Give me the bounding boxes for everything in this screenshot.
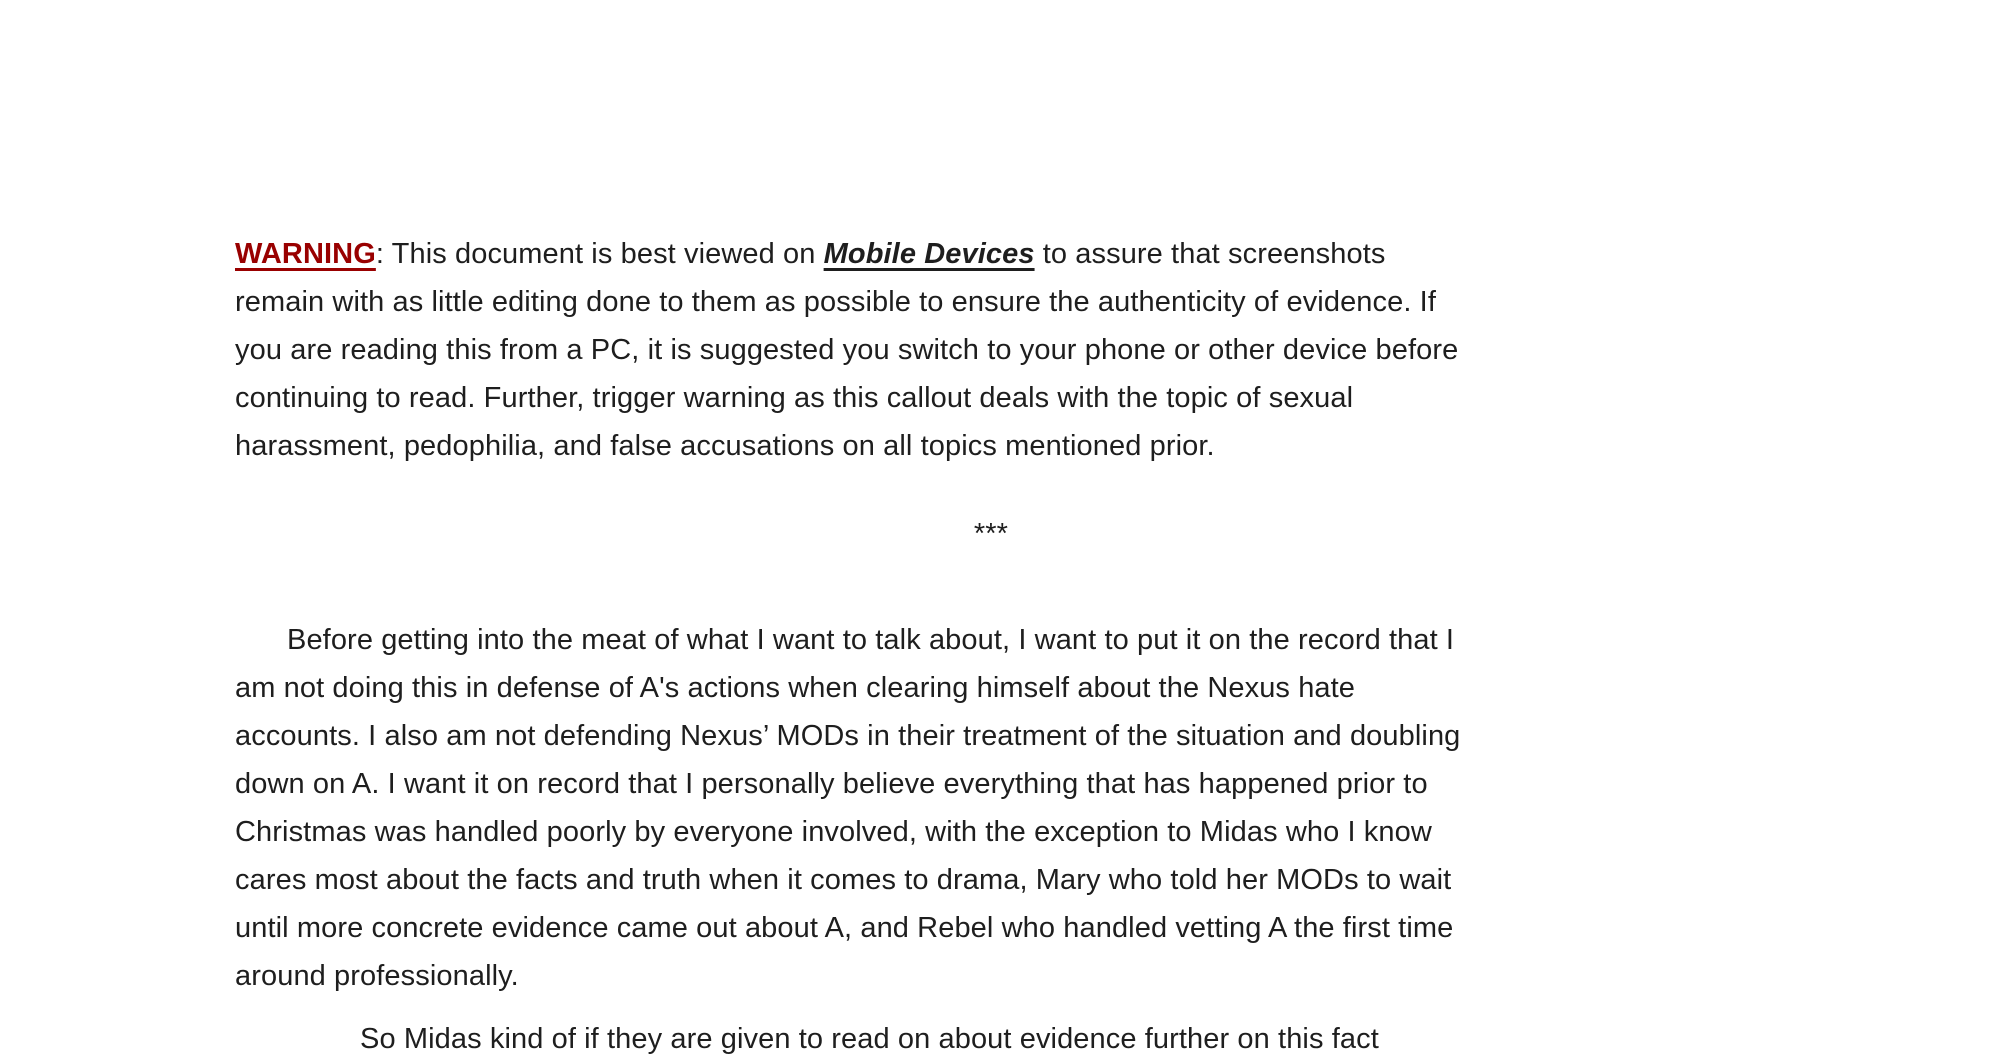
warning-label: WARNING [235, 238, 376, 270]
intro-paragraph [235, 616, 1747, 1000]
text-run: you are reading this from a PC, it is suggested you switch to your phone or other device before [235, 334, 1459, 366]
section-separator: *** [973, 518, 1009, 550]
document-canvas [235, 0, 1747, 1055]
text-line [235, 374, 1747, 422]
text-line [235, 904, 1747, 952]
text-line [235, 1015, 1747, 1063]
text-line [235, 856, 1747, 904]
text-run: around professionally. [235, 960, 519, 992]
text-run: cares most about the facts and truth when it comes to drama, Mary who told her MODs to wait [235, 864, 1452, 896]
text-line [235, 664, 1747, 712]
mobile-devices-emphasis: Mobile Devices [823, 238, 1035, 270]
text-run: remain with as little editing done to them as possible to ensure the authenticity of evidence. If [235, 286, 1436, 318]
text-line [235, 712, 1747, 760]
clipped-bottom-paragraph [235, 1015, 1747, 1063]
text-line [235, 952, 1747, 1000]
text-line [235, 808, 1747, 856]
text-run: am not doing this in defense of A's actions when clearing himself about the Nexus hate [235, 672, 1356, 704]
text-run: to assure that screenshots [1034, 238, 1386, 270]
text-run: accounts. I also am not defending Nexus’ MODs in their treatment of the situation and doubling [235, 720, 1461, 752]
warning-paragraph [235, 230, 1747, 470]
text-line [235, 760, 1747, 808]
text-run: continuing to read. Further, trigger warning as this callout deals with the topic of sexual [235, 382, 1354, 414]
text-run: harassment, pedophilia, and false accusations on all topics mentioned prior. [235, 430, 1215, 462]
text-run: : This document is best viewed on [375, 238, 824, 270]
text-line [235, 230, 1747, 278]
text-run: until more concrete evidence came out about A, and Rebel who handled vetting A the first time [235, 912, 1454, 944]
text-run: So Midas kind of if they are given to read on about evidence further on this fact [360, 1023, 1379, 1055]
text-line [235, 422, 1747, 470]
text-line [235, 616, 1747, 664]
text-line [235, 326, 1747, 374]
text-run: down on A. I want it on record that I personally believe everything that has happened prior to [235, 768, 1428, 800]
text-run: Before getting into the meat of what I want to talk about, I want to put it on the record that I [287, 624, 1455, 656]
text-run: Christmas was handled poorly by everyone involved, with the exception to Midas who I know [235, 816, 1432, 848]
text-line [235, 278, 1747, 326]
